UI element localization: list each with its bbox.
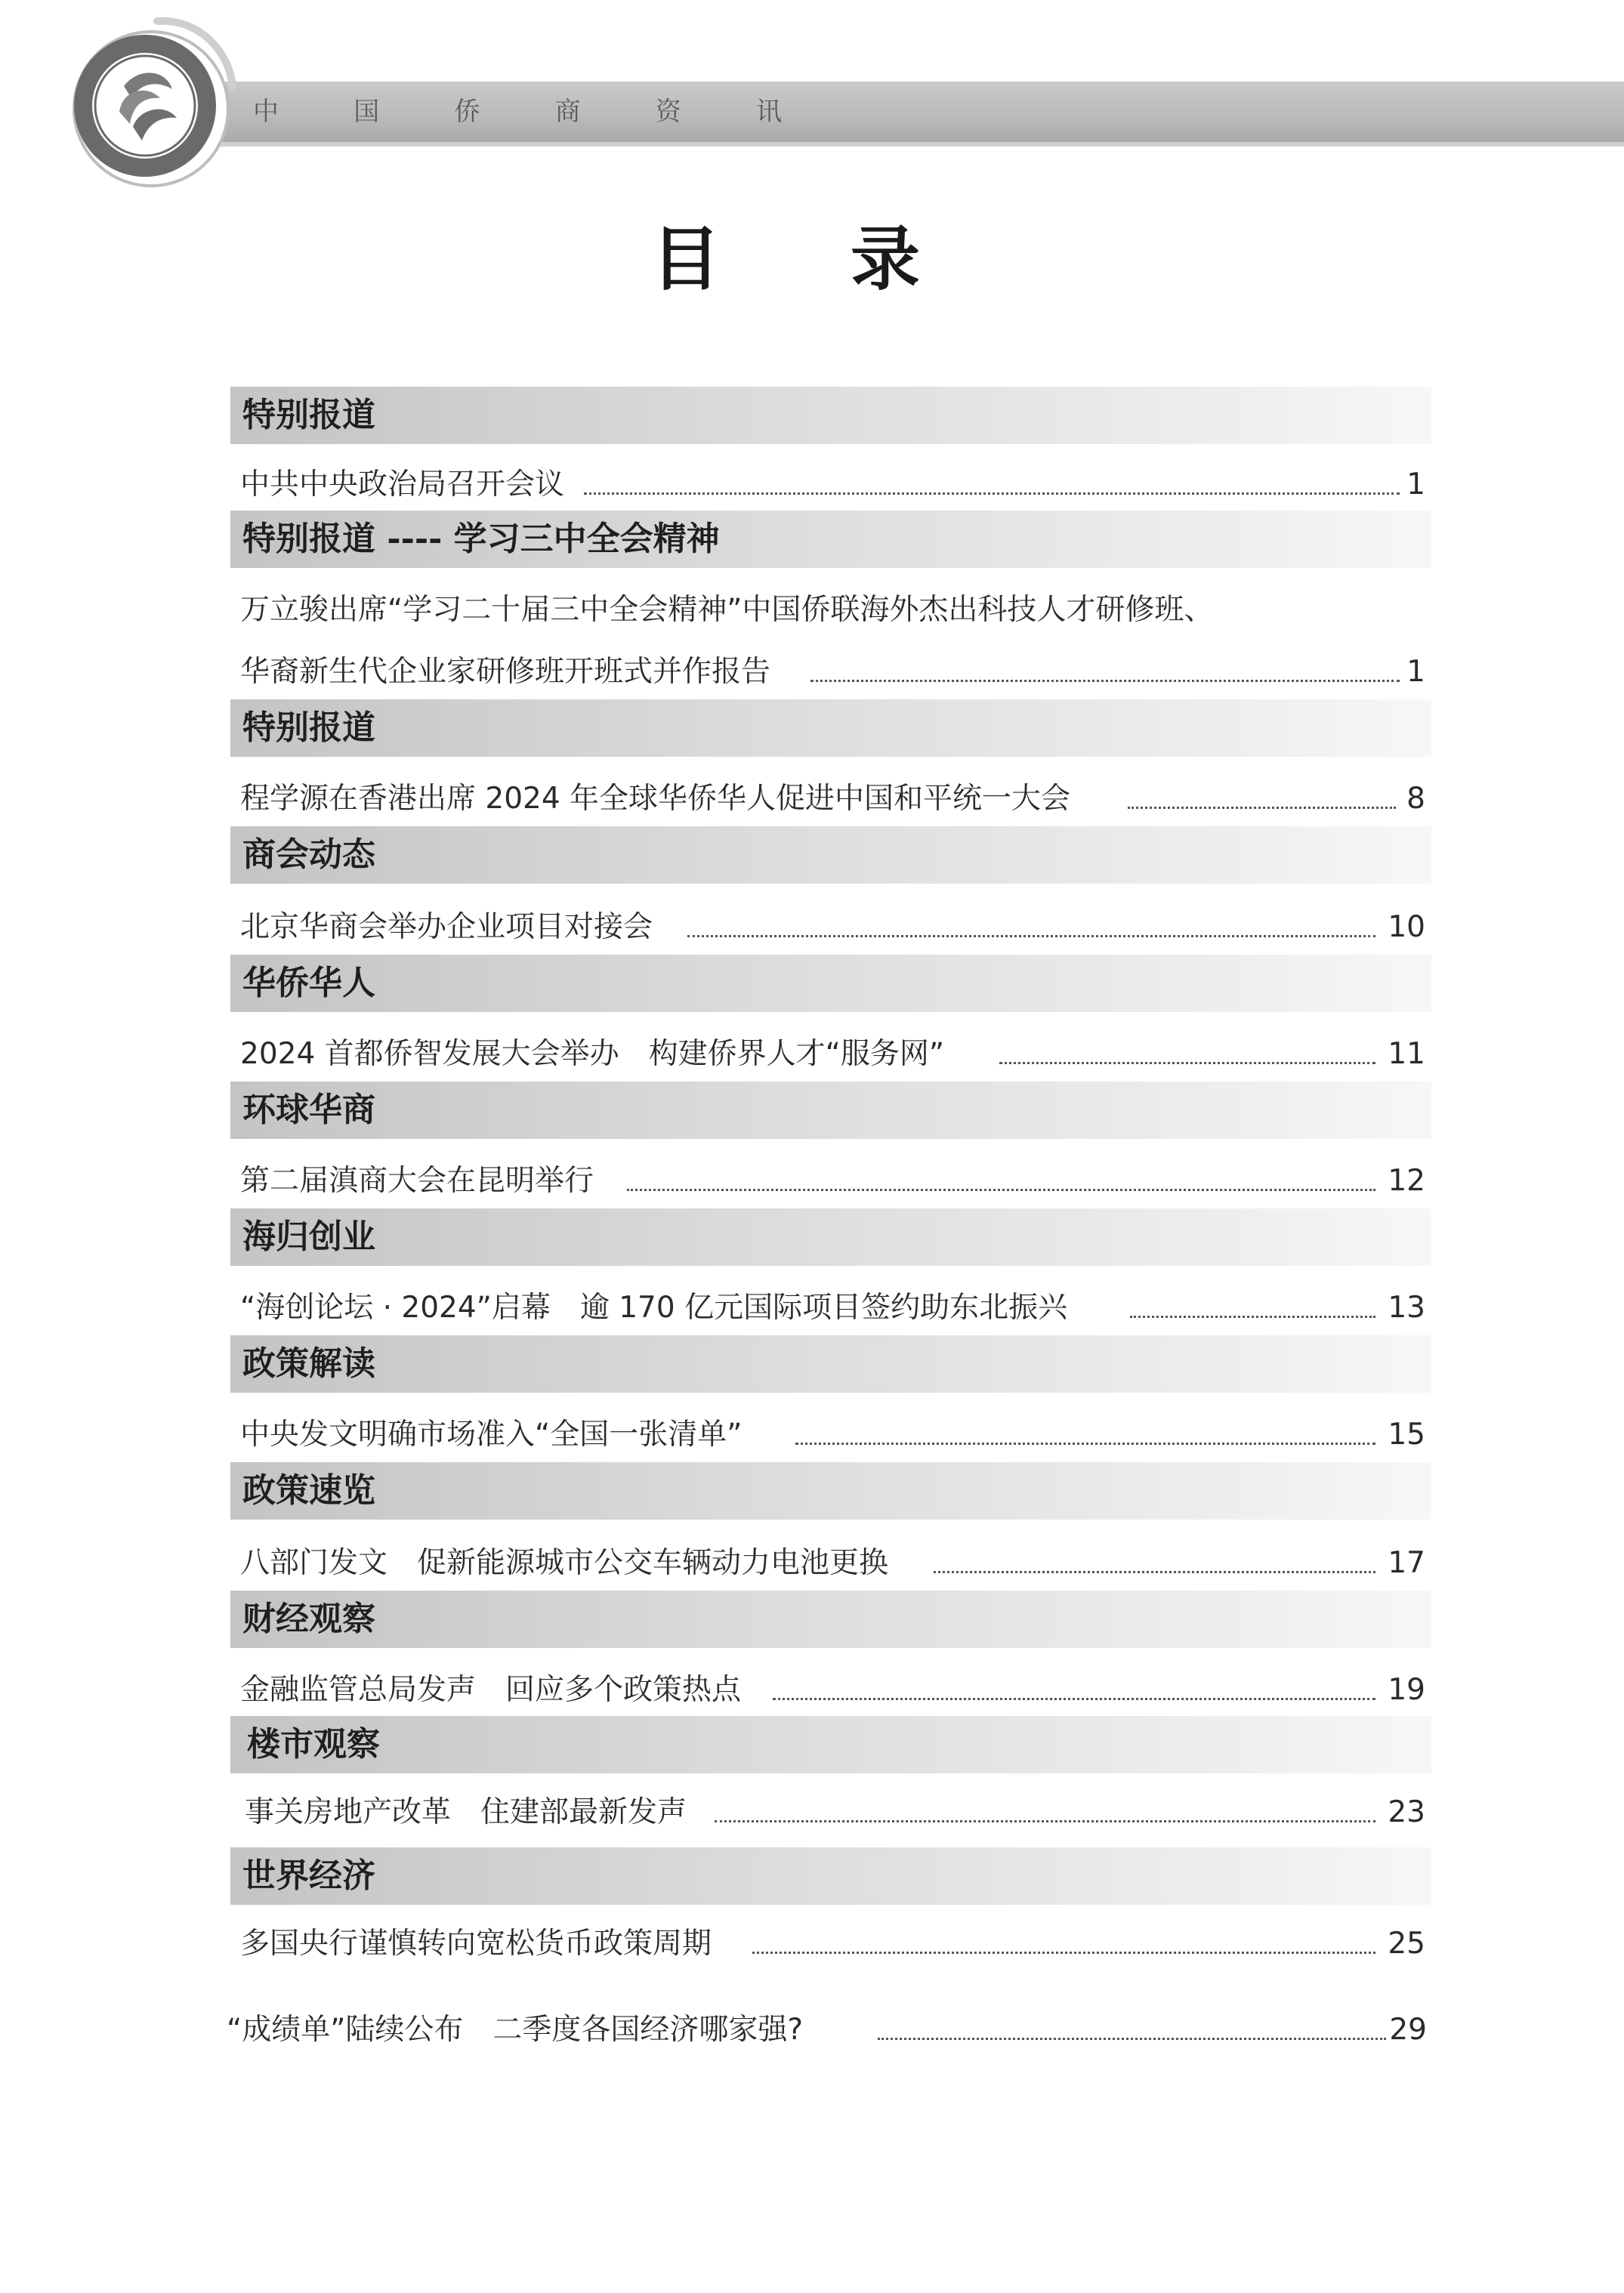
- masthead-char: 国: [354, 97, 380, 127]
- entry-page-number: 25: [1388, 1927, 1425, 1961]
- toc-entry[interactable]: [240, 1921, 1430, 1967]
- section-label: 政策速览: [242, 1471, 375, 1510]
- section-header: [230, 1462, 1431, 1520]
- masthead-char: 商: [554, 97, 581, 127]
- dot-leader: [934, 1571, 1375, 1573]
- entry-page-number: 19: [1388, 1673, 1425, 1707]
- dot-leader: [795, 1443, 1375, 1445]
- entry-page-number: 11: [1388, 1037, 1425, 1071]
- entry-title: “成绩单”陆续公布 二季度各国经济哪家强?: [227, 2013, 804, 2047]
- toc-entry[interactable]: [240, 462, 1430, 508]
- toc-entry[interactable]: [240, 1790, 1430, 1835]
- dot-leader: [773, 1698, 1375, 1700]
- entry-title: 事关房地产改革 住建部最新发声: [245, 1795, 687, 1829]
- toc-entry[interactable]: [240, 1541, 1430, 1586]
- dot-leader: [999, 1062, 1375, 1064]
- entry-page-number: 13: [1388, 1291, 1425, 1325]
- dot-leader: [878, 2038, 1386, 2040]
- section-label: 楼市观察: [247, 1725, 380, 1764]
- dot-leader: [752, 1952, 1375, 1954]
- toc-entry[interactable]: [240, 905, 1430, 950]
- entry-title: 程学源在香港出席 2024 年全球华侨华人促进中国和平统一大会: [240, 782, 1071, 816]
- dot-leader: [584, 492, 1400, 495]
- section-header: [230, 1082, 1431, 1139]
- section-header: [230, 826, 1431, 884]
- masthead-char: 讯: [755, 97, 782, 127]
- section-label: 环球华商: [242, 1091, 375, 1129]
- section-label: 特别报道: [242, 396, 375, 434]
- section-label: 财经观察: [242, 1600, 375, 1638]
- entry-page-number: 1: [1406, 468, 1425, 501]
- entry-page-number: 23: [1388, 1795, 1425, 1829]
- entry-title: 中共中央政治局召开会议: [240, 468, 565, 501]
- entry-title: “海创论坛 · 2024”启幕 逾 170 亿元国际项目签约助东北振兴: [240, 1291, 1068, 1325]
- entry-title-line1: 万立骏出席“学习二十届三中全会精神”中国侨联海外杰出科技人才研修班、: [240, 593, 1214, 627]
- section-label: 世界经济: [242, 1856, 375, 1895]
- section-label: 海归创业: [242, 1217, 375, 1256]
- section-header: [230, 1335, 1431, 1393]
- dot-leader: [1130, 1316, 1375, 1318]
- entry-page-number: 1: [1406, 655, 1425, 689]
- dot-leader: [715, 1820, 1375, 1822]
- toc-entry[interactable]: [240, 1668, 1430, 1713]
- entry-title: 华裔新生代企业家研修班开班式并作报告: [240, 655, 771, 689]
- section-header: [230, 1208, 1431, 1266]
- masthead-char: 资: [655, 97, 681, 127]
- masthead: [253, 91, 782, 127]
- toc-entry[interactable]: [240, 1412, 1430, 1458]
- dot-leader: [1128, 807, 1396, 809]
- section-label: 特别报道 ---- 学习三中全会精神: [242, 520, 720, 558]
- masthead-char: 中: [253, 97, 279, 127]
- entry-page-number: 17: [1388, 1546, 1425, 1580]
- section-label: 华侨华人: [242, 964, 375, 1002]
- entry-title: 2024 首都侨智发展大会举办 构建侨界人才“服务网”: [240, 1037, 945, 1071]
- dot-leader: [687, 935, 1375, 937]
- section-header: [230, 387, 1431, 444]
- section-header: [230, 1847, 1431, 1905]
- entry-page-number: 15: [1388, 1418, 1425, 1452]
- toc-entry[interactable]: [240, 1159, 1430, 1204]
- entry-title: 中央发文明确市场准入“全国一张清单”: [240, 1418, 743, 1452]
- section-header: [230, 699, 1431, 757]
- masthead-char: 侨: [454, 97, 480, 127]
- entry-title: 八部门发文 促新能源城市公交车辆动力电池更换: [240, 1546, 889, 1580]
- page-title: 目 录: [650, 219, 974, 300]
- toc-entry-line[interactable]: [240, 588, 1430, 633]
- entry-page-number: 12: [1388, 1164, 1425, 1198]
- entry-page-number: 29: [1389, 2013, 1427, 2047]
- entry-title: 第二届滇商大会在昆明举行: [240, 1164, 594, 1198]
- section-header: [230, 1716, 1431, 1773]
- toc-entry[interactable]: [240, 650, 1430, 695]
- toc-entry[interactable]: [240, 776, 1430, 822]
- section-header: [230, 1591, 1431, 1648]
- entry-title: 金融监管总局发声 回应多个政策热点: [240, 1673, 742, 1707]
- entry-title: 多国央行谨慎转向宽松货币政策周期: [240, 1927, 712, 1961]
- section-header: [230, 955, 1431, 1012]
- toc-entry[interactable]: [240, 1032, 1430, 1077]
- entry-title: 北京华商会举办企业项目对接会: [240, 910, 653, 944]
- header-stripe: [113, 142, 1624, 147]
- section-header: [230, 511, 1431, 568]
- association-seal-logo: [66, 14, 242, 189]
- entry-page-number: 10: [1388, 910, 1425, 944]
- dot-leader: [627, 1189, 1375, 1191]
- toc-entry[interactable]: [240, 1285, 1430, 1331]
- dot-leader: [810, 680, 1400, 682]
- section-label: 政策解读: [242, 1344, 375, 1383]
- section-label: 特别报道: [242, 708, 375, 747]
- section-label: 商会动态: [242, 835, 375, 874]
- entry-page-number: 8: [1406, 782, 1425, 816]
- toc-entry-trailing[interactable]: [227, 2008, 1431, 2053]
